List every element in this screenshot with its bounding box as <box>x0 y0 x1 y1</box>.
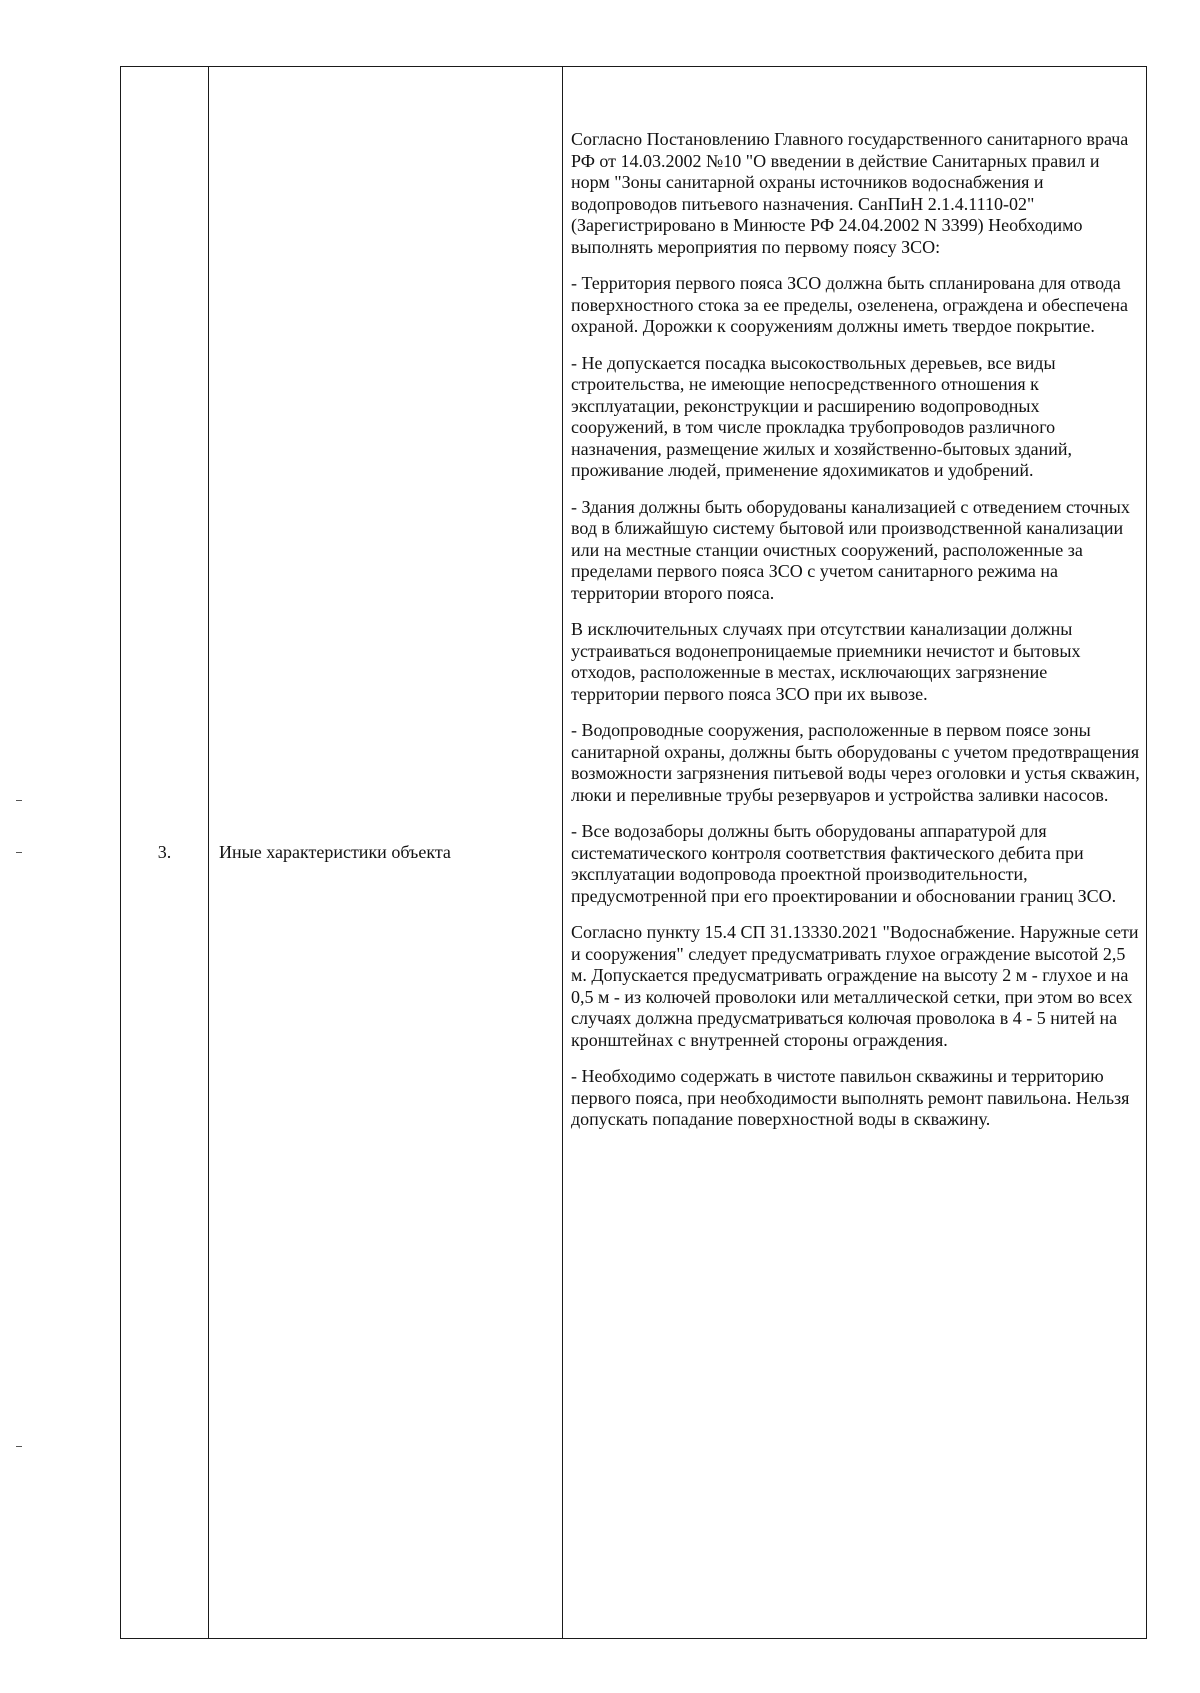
margin-mark <box>16 852 22 853</box>
paragraph: - Все водозаборы должны быть оборудованы аппаратурой для систематического контроля соответствия фактического дебита при эксплуатации водопровода проектной производительности, предусмотренной при его проектировании и обосновании границ ЗСО. <box>571 821 1117 906</box>
row-number: 3. <box>121 67 209 1639</box>
characteristics-table <box>120 66 1147 1639</box>
row-name: Иные характеристики объекта <box>209 67 563 1639</box>
paragraph: Согласно пункту 15.4 СП 31.13330.2021 "Водоснабжение. Наружные сети и сооружения" следует предусматривать глухое ограждение высотой 2,5 м. Допускается предусматривать ограждение на высоту 2 м - глухое и на 0,5 м - из колючей проволоки или металлической сетки, при этом во всех случаях должна предусматриваться колючая проволока в 4 - 5 нитей на кронштейнах с внутренней стороны ограждения. <box>571 922 1139 1050</box>
margin-mark <box>16 1446 22 1447</box>
table-row <box>121 67 1147 1639</box>
paragraph: В исключительных случаях при отсутствии канализации должны устраиваться водонепроницаемые приемники нечистот и бытовых отходов, расположенные в местах, исключающих загрязнение территории первого пояса ЗСО при их вывозе. <box>571 619 1081 704</box>
paragraph: - Водопроводные сооружения, расположенные в первом поясе зоны санитарной охраны, должны быть оборудованы с учетом предотвращения возможности загрязнения питьевой воды через оголовки и устья скважин, люки и переливные трубы резервуаров и устройства заливки насосов. <box>571 720 1140 805</box>
paragraph: - Территория первого пояса ЗСО должна быть спланирована для отвода поверхностного стока за ее пределы, озеленена, ограждена и обеспечена охраной. Дорожки к сооружениям должны иметь твердое покрытие. <box>571 273 1128 336</box>
bottom-rule <box>120 1638 1146 1639</box>
margin-mark <box>16 800 22 801</box>
row-description <box>563 67 1147 1639</box>
paragraph: - Необходимо содержать в чистоте павильон скважины и территорию первого пояса, при необходимости выполнять ремонт павильона. Нельзя допускать попадание поверхностной воды в скважину. <box>571 1066 1130 1129</box>
paragraph: Согласно Постановлению Главного государственного санитарного врача РФ от 14.03.2002 №10 "О введении в действие Санитарных правил и норм "Зоны санитарной охраны источников водоснабжения и водопроводов питьевого назначения. СанПиН 2.1.4.1110-02" (Зарегистрировано в Минюсте РФ 24.04.2002 N 3399) Необходимо выполнять мероприятия по первому поясу ЗСО: <box>571 129 1129 257</box>
paragraph: - Здания должны быть оборудованы канализацией с отведением сточных вод в ближайшую систему бытовой или производственной канализации или на местные станции очистных сооружений, расположенные за пределами первого пояса ЗСО с учетом санитарного режима на территории второго пояса. <box>571 496 1130 603</box>
paragraph: - Не допускается посадка высокоствольных деревьев, все виды строительства, не имеющие непосредственного отношения к эксплуатации, реконструкции и расширению водопроводных сооружений, в том числе прокладка трубопроводов различного назначения, размещение жилых и хозяйственно-бытовых зданий, проживание людей, применение ядохимикатов и удобрений. <box>571 352 1072 480</box>
